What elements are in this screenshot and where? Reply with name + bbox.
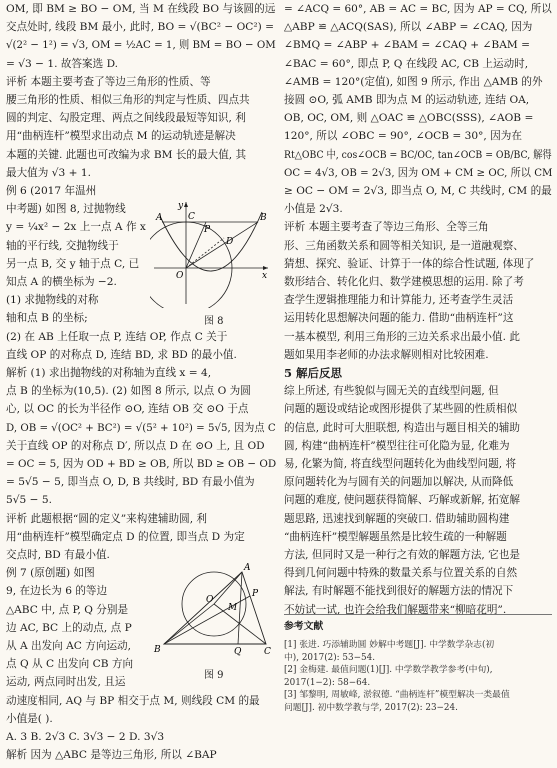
- left-text-line-19: 直线 OP 的对称点 D, 连结 BD, 求 BD 的最小值.: [6, 348, 237, 361]
- figure-8: [150, 198, 272, 308]
- left-text-line-10: 例 6 (2017 年温州: [6, 185, 97, 197]
- left-text-line-36: 点 Q 从 C 出发向 CB 方向: [6, 658, 134, 671]
- figure-8-caption: 图 8: [204, 316, 224, 327]
- right-text-line-27: 问题的难度, 使问题获得简解、巧解或新解, 拓宽解: [284, 494, 520, 507]
- fig8-label-A: A: [156, 213, 163, 223]
- right-text-line-2: ∠BMQ = ∠ABP + ∠BAM = ∠CAQ + ∠BAM =: [284, 39, 530, 52]
- left-text-line-14: 另一点 B, 交 y 轴于点 C, 已: [6, 257, 140, 270]
- left-text-line-18: (2) 在 AB 上任取一点 P, 连结 OP, 作点 C 关于: [6, 330, 228, 343]
- reference-line-3: 2017(1−2): 58−64.: [284, 677, 371, 688]
- fig8-label-D: D: [226, 237, 234, 247]
- right-text-line-15: 数形结合、转化化归、数学建模思想的运用. 除了考: [284, 276, 524, 288]
- right-text-line-18: 一基本模型, 利用三角形的三边关系求出最小值. 此: [284, 330, 520, 343]
- fig9-label-O: O: [206, 595, 214, 605]
- right-text-line-28: 题思路, 迅速找到解题的突破口. 借助辅助圆构建: [284, 512, 510, 525]
- right-text-line-4: ∠AMB = 120°(定值), 如图 9 所示, 作出 △AMB 的外: [284, 75, 543, 88]
- right-text-line-29: “曲柄连杆”模型解题虽然是比较生疏的一种解题: [284, 530, 507, 543]
- left-text-line-38: 动速度相同, AQ 与 BP 相交于点 M, 则线段 CM 的最: [6, 694, 260, 707]
- left-text-line-13: 轴的平行线, 交抛物线于: [6, 239, 119, 252]
- left-text-line-5: 腰三角形的性质、相似三角形的判定与性质、四点共: [6, 94, 250, 106]
- fig9-label-M: M: [228, 603, 238, 613]
- left-text-line-20: 解析 (1) 求出抛物线的对称轴为直线 x = 4,: [6, 367, 212, 379]
- fig8-label-O: O: [176, 271, 184, 281]
- reference-line-4: [3] 邹黎明, 周敏峰, 淤叙德. “曲柄连杆”模型解决一类最值: [284, 690, 510, 700]
- left-text-line-31: 例 7 (原创题) 如图: [6, 567, 95, 580]
- left-text-line-16: (1) 求抛物线的对称: [6, 294, 99, 307]
- right-text-line-12: 评析 本题主要考查了等边三角形、全等三角: [284, 221, 489, 234]
- right-text-line-1: △ABP ≌ △ACQ(SAS), 所以 ∠ABP = ∠CAQ, 因为: [284, 21, 533, 34]
- fig8-label-y: y: [178, 201, 184, 211]
- right-text-line-24: 圆, 构建“曲柄连杆”模型往往可化隐为显, 化难为: [284, 439, 510, 452]
- right-text-line-17: 运用转化思想解决问题的能力. 借助“曲柄连杆”这: [284, 312, 514, 325]
- right-text-line-26: 原问题转化为与圆有关的问题加以解决, 从而降低: [284, 476, 514, 489]
- right-text-line-32: 解法, 有时解题不能找到很好的解题方法的情况下: [284, 585, 514, 598]
- reference-line-1: 中), 2017(2): 53−54.: [284, 652, 375, 663]
- left-text-line-32: 9, 在边长为 6 的等边: [6, 585, 108, 598]
- right-text-line-5: 接圆 ⊙O, 弧 AMB 即为点 M 的运动轨迹, 连结 OA,: [284, 94, 530, 106]
- right-text-line-3: ∠BAC = 60°, 即点 P, Q 在线段 AC, CB 上运动时,: [284, 57, 529, 70]
- left-text-line-39: 小值是( ).: [6, 712, 53, 725]
- fig9-label-C: C: [264, 647, 271, 656]
- left-text-line-22: 心, 以 OC 的长为半径作 ⊙O, 连结 OB 交 ⊙O 于点: [6, 403, 249, 416]
- left-text-line-40: A. 3 B. 2√3 C. 3√3 − 2 D. 3√3: [6, 731, 165, 743]
- left-text-line-24: 关于直线 OP 的对称点 D′, 所以点 D 在 ⊙O 上, 且 OD: [6, 439, 265, 452]
- left-text-line-2: √(2² − 1²) = √3, OM = ½AC = 1, 则 BM = BO − OM: [6, 39, 276, 52]
- reference-line-0: [1] 张进. 巧添辅助圆 妙解中考题[J]. 中学数学杂志(初: [284, 640, 495, 650]
- left-text-line-27: 5√5 − 5.: [6, 494, 52, 507]
- figure-9-caption: 图 9: [204, 670, 224, 681]
- right-text-line-16: 查学生逻辑推理能力和计算能力, 还考查学生灵活: [284, 294, 514, 307]
- reference-line-2: [2] 金梅建. 最值问题(1)[J]. 中学数学教学参考(中旬),: [284, 665, 493, 675]
- reference-line-5: 问题[J]. 初中数学教与学, 2017(2): 23−24.: [284, 702, 458, 713]
- left-text-line-37: 运动, 两点同时出发, 且运: [6, 676, 126, 689]
- left-text-line-7: 用“曲柄连杆”模型求出动点 M 的运动轨迹是解决: [6, 130, 236, 143]
- left-text-line-33: △ABC 中, 点 P, Q 分别是: [6, 603, 129, 616]
- right-text-line-31: 得到几何问题中特殊的数量关系与位置关系的自然: [284, 567, 518, 580]
- left-text-line-11: 中考题) 如图 8, 过抛物线: [6, 203, 126, 216]
- fig8-label-B: B: [260, 213, 267, 223]
- right-text-line-20: 5 解后反思: [284, 366, 343, 380]
- left-text-line-21: 点 B 的坐标为(10,5). (2) 如图 8 所示, 以点 O 为圆: [6, 385, 251, 398]
- right-text-line-11: 小值是 2√3.: [284, 203, 343, 216]
- left-text-line-30: 交点时, BD 有最小值.: [6, 549, 110, 561]
- right-text-line-25: 易, 化繁为简, 将直线型问题转化为曲线型问题, 将: [284, 458, 517, 470]
- left-text-line-15: 知点 A 的横坐标为 −2.: [6, 276, 117, 288]
- right-text-line-9: OC = 4√3, OB = 2√3, 因为 OM + CM ≥ OC, 所以 CM: [284, 166, 553, 179]
- figure-9: [150, 560, 272, 656]
- right-text-line-6: OB, OC, OM, 则 △OAC ≌ △OBC(SSS), ∠AOB =: [284, 112, 534, 125]
- left-text-line-12: y = ¼x² − 2x 上一点 A 作 x: [6, 221, 146, 234]
- right-text-line-21: 综上所述, 有些貌似与圆无关的直线型问题, 但: [284, 385, 499, 398]
- left-text-line-8: 本题的关键. 此题也可改编为求 BM 长的最大值, 其: [6, 148, 247, 161]
- right-text-line-30: 方法, 但同时又是一种行之有效的解题方法, 它也是: [284, 549, 520, 561]
- left-text-line-0: OM, 即 BM ≥ BO − OM, 当 M 在线段 BO 与该圆的远: [6, 3, 276, 15]
- right-text-line-19: 题如果用李老师的办法求解则相对比较困难.: [284, 348, 489, 361]
- right-text-line-7: 120°, 所以 ∠OBC = 90°, ∠OCB = 30°, 因为在: [284, 130, 522, 143]
- right-text-line-0: = ∠ACQ = 60°, AB = AC = BC, 因为 AP = CQ, 所以: [284, 3, 552, 15]
- right-text-line-22: 问题的题设或结论或图形提供了某些圆的性质相似: [284, 403, 518, 416]
- left-text-line-6: 圆的判定、勾股定理、两点之间线段最短等知识, 利: [6, 112, 246, 125]
- left-text-line-41: 解析 因为 △ABC 是等边三角形, 所以 ∠BAP: [6, 749, 217, 762]
- references-title: 参考文献: [284, 621, 324, 632]
- left-text-line-35: 从 A 出发向 AC 方向运动,: [6, 640, 131, 652]
- right-text-line-10: ≥ OC − OM = 2√3, 即当点 O, M, C 共线时, CM 的最: [284, 185, 552, 197]
- left-text-line-23: D, OB = √(OC² + BC²) = √(5² + 10²) = 5√5, 因为点 C: [6, 421, 276, 434]
- references-rule: [284, 614, 552, 615]
- left-text-line-4: 评析 本题主要考查了等边三角形的性质、等: [6, 75, 211, 88]
- left-text-line-9: 最大值为 √3 + 1.: [6, 166, 91, 179]
- left-text-line-26: = 5√5 − 5, 即当点 O, D, B 共线时, BD 有最小值为: [6, 476, 255, 489]
- fig9-label-P: P: [252, 589, 259, 599]
- right-text-line-8: Rt△OBC 中, cos∠OCB = BC/OC, tan∠OCB = OB/BC, 解得: [284, 148, 552, 161]
- fig9-label-A: A: [244, 563, 251, 573]
- left-text-line-34: 边 AC, BC 上的动点, 点 P: [6, 621, 132, 634]
- fig8-label-x: x: [262, 271, 268, 281]
- left-text-line-3: = √3 − 1. 故答案选 D.: [6, 57, 119, 70]
- right-text-line-14: 猜想、探究、验证、计算于一体的综合性试题, 体现了: [284, 257, 535, 270]
- left-text-line-1: 交点处时, 线段 BM 最小, 此时, BO = √(BC² − OC²) =: [6, 21, 275, 34]
- fig8-label-C: C: [188, 212, 195, 222]
- left-text-line-17: 轴和点 B 的坐标;: [6, 312, 88, 325]
- fig9-label-Q: Q: [234, 647, 242, 656]
- fig8-label-P: P: [204, 225, 211, 235]
- right-text-line-23: 的信息, 此时可大胆联想, 构造出与题目相关的辅助: [284, 421, 520, 434]
- fig9-label-B: B: [154, 645, 161, 655]
- left-text-line-28: 评析 此题根据“圆的定义”来构建辅助圆, 利: [6, 512, 208, 525]
- right-text-line-13: 形、三角函数关系和圆等相关知识, 是一道融观察、: [284, 239, 524, 252]
- left-text-line-29: 用“曲柄连杆”模型确定点 D 的位置, 即当点 D 为定: [6, 530, 245, 543]
- right-text-line-33: 不妨试一试, 也许会给我们解题带来“柳暗花明”.: [284, 603, 507, 616]
- left-text-line-25: = OC = 5, 因为 OD + BD ≥ OB, 所以 BD ≥ OB − OD: [6, 458, 277, 470]
